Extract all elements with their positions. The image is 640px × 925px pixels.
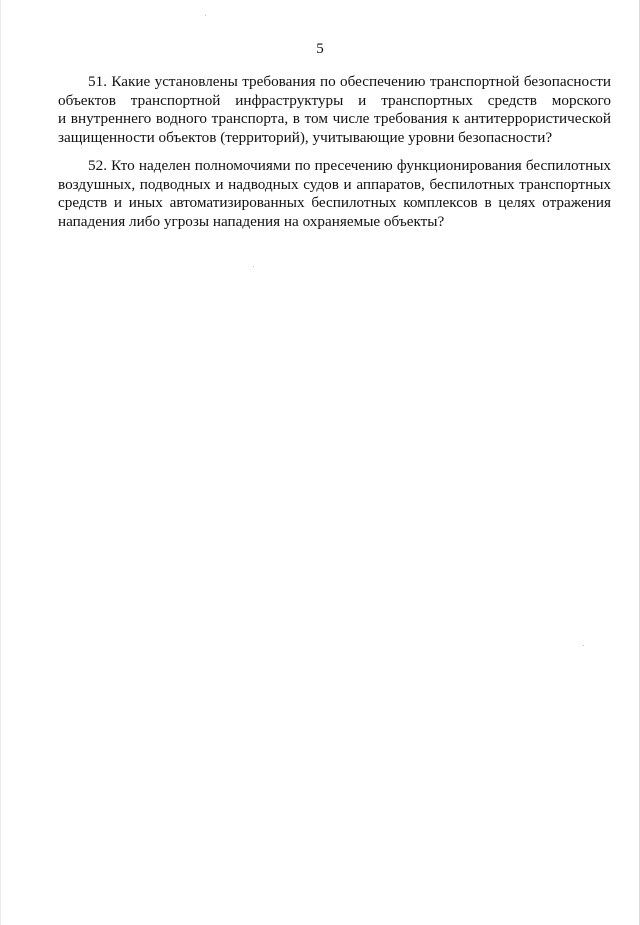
paragraph-line: средств и иных автоматизированных беспилотных комплексов в целях отражения (58, 194, 611, 212)
paragraph-line: и внутреннего водного транспорта, в том числе требования к антитеррористической (58, 110, 611, 128)
paragraph-line: защищенности объектов (территорий), учитывающие уровни безопасности? (58, 129, 553, 147)
paragraph-line: 51. Какие установлены требования по обеспечению транспортной безопасности (88, 73, 611, 90)
scan-speck (583, 645, 584, 646)
paragraph-line: объектов транспортной инфраструктуры и транспортных средств морского (58, 91, 611, 109)
scan-edge-left (0, 0, 1, 925)
paragraph-line: воздушных, подводных и надводных судов и аппаратов, беспилотных транспортных (58, 175, 611, 193)
paragraph-line: нападения либо угрозы нападения на охраняемые объекты? (58, 213, 445, 231)
scan-speck (253, 266, 254, 267)
scan-speck (205, 15, 206, 16)
paragraph-52 (58, 157, 611, 232)
paragraph-51 (58, 73, 611, 148)
paragraph-line: 52. Кто наделен полномочиями по пресечению функционирования беспилотных (88, 157, 611, 174)
page-number: 5 (316, 41, 324, 57)
